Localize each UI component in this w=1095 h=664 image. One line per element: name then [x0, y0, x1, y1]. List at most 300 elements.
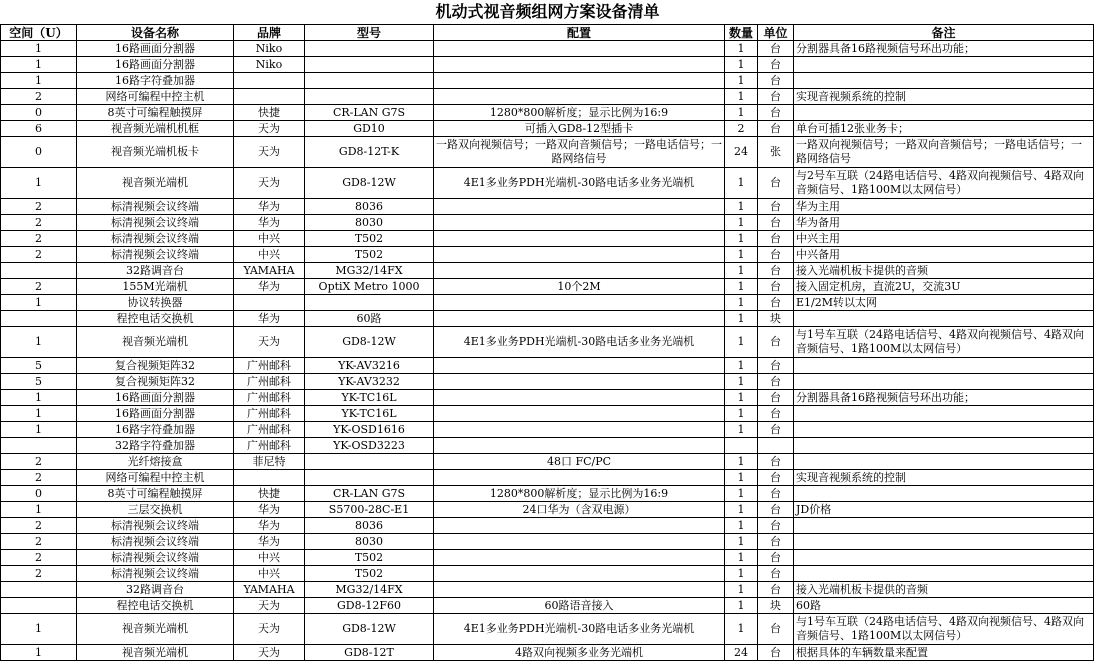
table-cell[interactable]: 1 [725, 502, 758, 518]
table-cell[interactable]: 1 [725, 518, 758, 534]
header-cell: 备注 [794, 25, 1094, 41]
table-cell[interactable]: 标清视频会议终端 [77, 534, 234, 550]
table-cell[interactable]: 天为 [234, 598, 305, 614]
header-row [1, 25, 1094, 41]
table-cell[interactable]: 单台可插12张业务卡； [794, 121, 1094, 137]
table-cell[interactable]: 一路双向视频信号；一路双向音频信号；一路电话信号；一路网络信号 [794, 137, 1094, 168]
table-cell[interactable] [1, 438, 77, 454]
table-cell[interactable]: 2 [1, 470, 77, 486]
table-cell[interactable]: 2 [1, 199, 77, 215]
table-cell[interactable]: 台 [758, 374, 794, 390]
table-cell[interactable] [234, 73, 305, 89]
table-cell[interactable]: 台 [758, 470, 794, 486]
table-cell[interactable]: 台 [758, 279, 794, 295]
table-cell[interactable]: 华为 [234, 534, 305, 550]
table-cell[interactable]: 根据具体的车辆数量来配置 [794, 645, 1094, 661]
table-cell[interactable]: 中兴 [234, 566, 305, 582]
table-cell[interactable]: 16路画面分割器 [77, 41, 234, 57]
table-cell[interactable]: YK-TC16L [305, 390, 434, 406]
table-cell[interactable]: 标清视频会议终端 [77, 199, 234, 215]
table-cell[interactable]: YK-TC16L [305, 406, 434, 422]
table-cell[interactable]: 台 [758, 390, 794, 406]
table-cell[interactable]: 24 [725, 137, 758, 168]
table-cell[interactable] [434, 199, 725, 215]
table-cell[interactable]: 台 [758, 105, 794, 121]
table-cell[interactable]: GD8-12W [305, 614, 434, 645]
table-cell[interactable]: 16路字符叠加器 [77, 73, 234, 89]
table-cell[interactable]: CR-LAN G7S [305, 105, 434, 121]
table-cell[interactable]: 1 [1, 645, 77, 661]
table-cell[interactable]: 与2号车互联（24路电话信号、4路双向视频信号、4路双向音频信号、1路100M以太网信号） [794, 168, 1094, 199]
table-cell[interactable]: 1 [725, 327, 758, 358]
table-cell[interactable] [1, 311, 77, 327]
table-cell[interactable]: 2 [1, 534, 77, 550]
table-cell[interactable]: 1 [1, 73, 77, 89]
table-cell[interactable]: 台 [758, 422, 794, 438]
table-cell[interactable]: 广州邮科 [234, 358, 305, 374]
table-cell[interactable] [305, 57, 434, 73]
table-cell[interactable]: 4E1多业务PDH光端机-30路电话多业务光端机 [434, 168, 725, 199]
table-cell[interactable]: 16路画面分割器 [77, 406, 234, 422]
table-cell[interactable]: 16路画面分割器 [77, 390, 234, 406]
table-cell[interactable] [434, 57, 725, 73]
table-cell[interactable]: 台 [758, 518, 794, 534]
table-cell[interactable]: 台 [758, 502, 794, 518]
table-cell[interactable] [305, 295, 434, 311]
table-cell[interactable] [725, 438, 758, 454]
table-cell[interactable]: 8英寸可编程触摸屏 [77, 486, 234, 502]
table-cell[interactable]: 天为 [234, 168, 305, 199]
table-cell[interactable]: 台 [758, 41, 794, 57]
table-cell[interactable]: 1 [725, 374, 758, 390]
table-cell[interactable]: MG32/14FX [305, 263, 434, 279]
table-cell[interactable]: 1 [725, 231, 758, 247]
table-cell[interactable] [234, 295, 305, 311]
table-cell[interactable] [305, 89, 434, 105]
table-cell[interactable]: 标清视频会议终端 [77, 566, 234, 582]
table-cell[interactable]: 1 [1, 422, 77, 438]
table-cell[interactable]: 1 [725, 358, 758, 374]
table-cell[interactable]: 1280*800解析度；显示比例为16:9 [434, 105, 725, 121]
table-cell[interactable] [434, 566, 725, 582]
table-cell[interactable]: 与1号车互联（24路电话信号、4路双向视频信号、4路双向音频信号、1路100M以太网信号） [794, 614, 1094, 645]
table-cell[interactable] [758, 438, 794, 454]
table-cell[interactable]: 1 [725, 454, 758, 470]
table-cell[interactable]: 中兴 [234, 550, 305, 566]
table-cell[interactable]: 视音频光端机 [77, 614, 234, 645]
table-cell[interactable]: 台 [758, 121, 794, 137]
table-cell[interactable]: CR-LAN G7S [305, 486, 434, 502]
table-cell[interactable]: T502 [305, 550, 434, 566]
table-cell[interactable]: 实现音视频系统的控制 [794, 470, 1094, 486]
table-cell[interactable]: 2 [1, 247, 77, 263]
table-cell[interactable]: 视音频光端机 [77, 168, 234, 199]
table-cell[interactable]: 1 [725, 534, 758, 550]
table-cell[interactable] [434, 247, 725, 263]
table-cell[interactable]: 张 [758, 137, 794, 168]
table-cell[interactable] [794, 406, 1094, 422]
table-cell[interactable] [794, 518, 1094, 534]
table-cell[interactable]: YK-OSD1616 [305, 422, 434, 438]
table-row [1, 406, 1094, 422]
table-cell[interactable] [794, 358, 1094, 374]
table-cell[interactable]: 标清视频会议终端 [77, 518, 234, 534]
table-cell[interactable]: 台 [758, 215, 794, 231]
table-cell[interactable]: 155M光端机 [77, 279, 234, 295]
table-cell[interactable] [794, 454, 1094, 470]
table-cell[interactable]: 6 [1, 121, 77, 137]
table-cell[interactable]: GD8-12W [305, 327, 434, 358]
table-cell[interactable]: 60路 [794, 598, 1094, 614]
table-cell[interactable]: 视音频光端机机框 [77, 121, 234, 137]
table-cell[interactable]: 1 [725, 247, 758, 263]
table-cell[interactable]: 8英寸可编程触摸屏 [77, 105, 234, 121]
table-cell[interactable] [305, 470, 434, 486]
table-cell[interactable] [434, 550, 725, 566]
table-cell[interactable]: 快捷 [234, 486, 305, 502]
table-cell[interactable]: GD8-12W [305, 168, 434, 199]
table-row [1, 598, 1094, 614]
table-cell[interactable]: 天为 [234, 137, 305, 168]
table-cell[interactable]: 2 [1, 215, 77, 231]
table-cell[interactable]: 1 [725, 89, 758, 105]
table-cell[interactable]: 广州邮科 [234, 390, 305, 406]
table-cell[interactable]: 天为 [234, 614, 305, 645]
table-cell[interactable]: 台 [758, 486, 794, 502]
table-cell[interactable]: 中兴备用 [794, 247, 1094, 263]
table-cell[interactable]: 1280*800解析度；显示比例为16:9 [434, 486, 725, 502]
table-cell[interactable]: 4E1多业务PDH光端机-30路电话多业务光端机 [434, 614, 725, 645]
table-cell[interactable]: 广州邮科 [234, 422, 305, 438]
table-cell[interactable]: 华为 [234, 279, 305, 295]
table-cell[interactable]: YK-OSD3223 [305, 438, 434, 454]
table-cell[interactable] [434, 518, 725, 534]
table-cell[interactable]: 台 [758, 295, 794, 311]
table-cell[interactable]: 8036 [305, 199, 434, 215]
table-cell[interactable] [434, 390, 725, 406]
table-cell[interactable]: 1 [725, 550, 758, 566]
table-cell[interactable] [794, 486, 1094, 502]
table-cell[interactable]: 1 [725, 73, 758, 89]
table-cell[interactable]: 1 [725, 168, 758, 199]
table-cell[interactable]: 1 [725, 215, 758, 231]
table-cell[interactable]: 台 [758, 168, 794, 199]
table-cell[interactable]: 4E1多业务PDH光端机-30路电话多业务光端机 [434, 327, 725, 358]
table-cell[interactable] [434, 263, 725, 279]
table-cell[interactable] [305, 41, 434, 57]
table-cell[interactable]: 块 [758, 598, 794, 614]
table-cell[interactable]: Niko [234, 57, 305, 73]
table-cell[interactable]: 菲尼特 [234, 454, 305, 470]
table-cell[interactable]: 1 [725, 279, 758, 295]
table-cell[interactable]: 台 [758, 614, 794, 645]
table-cell[interactable] [794, 566, 1094, 582]
table-cell[interactable]: 接入光端机板卡提供的音频 [794, 263, 1094, 279]
table-row [1, 295, 1094, 311]
table-row [1, 454, 1094, 470]
table-cell[interactable]: 2 [1, 518, 77, 534]
table-cell[interactable] [794, 311, 1094, 327]
table-cell[interactable]: 10个2M [434, 279, 725, 295]
table-cell[interactable]: 2 [1, 566, 77, 582]
table-cell[interactable]: JD价格 [794, 502, 1094, 518]
table-cell[interactable]: 1 [1, 41, 77, 57]
table-cell[interactable]: 1 [1, 168, 77, 199]
table-cell[interactable]: 8030 [305, 215, 434, 231]
table-cell[interactable]: 48口 FC/PC [434, 454, 725, 470]
table-cell[interactable]: 标清视频会议终端 [77, 231, 234, 247]
table-cell[interactable] [794, 374, 1094, 390]
table-cell[interactable]: 台 [758, 263, 794, 279]
table-row [1, 614, 1094, 645]
table-cell[interactable]: 32路调音台 [77, 582, 234, 598]
table-cell[interactable]: T502 [305, 231, 434, 247]
table-row [1, 199, 1094, 215]
table-cell[interactable]: 台 [758, 406, 794, 422]
table-cell[interactable]: 天为 [234, 645, 305, 661]
table-cell[interactable]: MG32/14FX [305, 582, 434, 598]
table-cell[interactable]: 标清视频会议终端 [77, 550, 234, 566]
equipment-table [0, 24, 1094, 661]
table-cell[interactable]: 协议转换器 [77, 295, 234, 311]
table-cell[interactable] [794, 73, 1094, 89]
table-cell[interactable] [434, 438, 725, 454]
table-cell[interactable]: 分割器具备16路视频信号环出功能； [794, 390, 1094, 406]
table-cell[interactable]: 台 [758, 566, 794, 582]
table-cell[interactable]: 1 [725, 470, 758, 486]
table-cell[interactable]: YAMAHA [234, 582, 305, 598]
table-cell[interactable]: 2 [1, 89, 77, 105]
table-cell[interactable]: YAMAHA [234, 263, 305, 279]
table-cell[interactable] [1, 598, 77, 614]
table-cell[interactable]: 1 [1, 614, 77, 645]
table-cell[interactable]: 1 [725, 566, 758, 582]
table-cell[interactable]: 接入光端机板卡提供的音频 [794, 582, 1094, 598]
table-cell[interactable]: 可插入GD8-12型插卡 [434, 121, 725, 137]
table-cell[interactable]: 中兴主用 [794, 231, 1094, 247]
table-cell[interactable]: 台 [758, 358, 794, 374]
table-cell[interactable]: 标清视频会议终端 [77, 247, 234, 263]
table-row [1, 137, 1094, 168]
table-cell[interactable] [794, 550, 1094, 566]
table-cell[interactable]: 1 [1, 295, 77, 311]
table-cell[interactable] [434, 231, 725, 247]
table-cell[interactable]: 广州邮科 [234, 406, 305, 422]
table-cell[interactable]: 1 [725, 199, 758, 215]
table-cell[interactable]: 1 [725, 614, 758, 645]
table-row [1, 486, 1094, 502]
table-cell[interactable] [434, 422, 725, 438]
table-cell[interactable]: 5 [1, 358, 77, 374]
table-cell[interactable]: S5700-28C-E1 [305, 502, 434, 518]
table-cell[interactable]: 1 [1, 390, 77, 406]
table-cell[interactable]: 8036 [305, 518, 434, 534]
table-cell[interactable]: 三层交换机 [77, 502, 234, 518]
table-cell[interactable]: 1 [725, 263, 758, 279]
table-cell[interactable]: 1 [725, 486, 758, 502]
table-cell[interactable] [434, 89, 725, 105]
table-cell[interactable]: 华为备用 [794, 215, 1094, 231]
table-cell[interactable]: 台 [758, 73, 794, 89]
table-cell[interactable]: 0 [1, 486, 77, 502]
table-cell[interactable]: 16路字符叠加器 [77, 422, 234, 438]
table-cell[interactable] [434, 406, 725, 422]
table-cell[interactable]: 24口华为（含双电源） [434, 502, 725, 518]
table-cell[interactable]: 华为 [234, 199, 305, 215]
table-cell[interactable]: 广州邮科 [234, 438, 305, 454]
table-cell[interactable]: 标清视频会议终端 [77, 215, 234, 231]
table-row [1, 89, 1094, 105]
table-cell[interactable]: 32路字符叠加器 [77, 438, 234, 454]
table-cell[interactable]: GD8-12T-K [305, 137, 434, 168]
table-row [1, 358, 1094, 374]
table-cell[interactable] [234, 470, 305, 486]
table-cell[interactable]: GD8-12T [305, 645, 434, 661]
table-cell[interactable]: 快捷 [234, 105, 305, 121]
table-cell[interactable]: 2 [1, 550, 77, 566]
table-cell[interactable]: 台 [758, 247, 794, 263]
table-cell[interactable]: 1 [725, 390, 758, 406]
table-cell[interactable]: YK-AV3216 [305, 358, 434, 374]
table-cell[interactable]: 1 [725, 41, 758, 57]
table-cell[interactable]: 台 [758, 454, 794, 470]
table-cell[interactable]: 1 [725, 406, 758, 422]
table-cell[interactable]: 复合视频矩阵32 [77, 374, 234, 390]
table-cell[interactable]: 1 [1, 406, 77, 422]
table-cell[interactable]: T502 [305, 247, 434, 263]
table-cell[interactable]: 60路语音接入 [434, 598, 725, 614]
table-cell[interactable]: Niko [234, 41, 305, 57]
table-cell[interactable]: 0 [1, 137, 77, 168]
table-cell[interactable]: 台 [758, 327, 794, 358]
table-cell[interactable]: 台 [758, 582, 794, 598]
header-cell: 数量 [725, 25, 758, 41]
table-cell[interactable]: 视音频光端机板卡 [77, 137, 234, 168]
table-cell[interactable]: 1 [725, 105, 758, 121]
table-cell[interactable]: E1/2M转以太网 [794, 295, 1094, 311]
table-cell[interactable] [234, 89, 305, 105]
header-cell: 单位 [758, 25, 794, 41]
table-cell[interactable]: 台 [758, 89, 794, 105]
header-cell: 空间（U） [1, 25, 77, 41]
table-cell[interactable] [434, 215, 725, 231]
table-cell[interactable]: 24 [725, 645, 758, 661]
table-cell[interactable]: 台 [758, 231, 794, 247]
table-cell[interactable] [434, 73, 725, 89]
table-cell[interactable]: 视音频光端机 [77, 645, 234, 661]
table-cell[interactable] [794, 534, 1094, 550]
table-cell[interactable]: 1 [725, 422, 758, 438]
table-cell[interactable]: 1 [725, 311, 758, 327]
table-cell[interactable]: 32路调音台 [77, 263, 234, 279]
table-cell[interactable] [434, 582, 725, 598]
table-cell[interactable]: 5 [1, 374, 77, 390]
table-cell[interactable]: GD10 [305, 121, 434, 137]
table-row [1, 231, 1094, 247]
table-cell[interactable]: 华为 [234, 518, 305, 534]
table-cell[interactable] [1, 582, 77, 598]
table-cell[interactable]: 网络可编程中控主机 [77, 89, 234, 105]
table-row [1, 470, 1094, 486]
table-cell[interactable]: 2 [1, 454, 77, 470]
table-cell[interactable]: 程控电话交换机 [77, 598, 234, 614]
table-cell[interactable]: 分割器具备16路视频信号环出功能； [794, 41, 1094, 57]
table-cell[interactable] [434, 534, 725, 550]
table-cell[interactable]: 华为 [234, 311, 305, 327]
table-cell[interactable] [794, 422, 1094, 438]
table-cell[interactable]: 2 [1, 279, 77, 295]
table-cell[interactable] [794, 57, 1094, 73]
table-cell[interactable]: 广州邮科 [234, 374, 305, 390]
table-cell[interactable] [305, 454, 434, 470]
table-cell[interactable] [434, 374, 725, 390]
table-cell[interactable]: GD8-12F60 [305, 598, 434, 614]
table-cell[interactable]: 华为主用 [794, 199, 1094, 215]
table-cell[interactable] [794, 105, 1094, 121]
table-cell[interactable] [794, 438, 1094, 454]
table-cell[interactable] [434, 470, 725, 486]
table-cell[interactable]: 1 [1, 502, 77, 518]
table-row [1, 73, 1094, 89]
table-cell[interactable]: 2 [725, 121, 758, 137]
table-cell[interactable]: 实现音视频系统的控制 [794, 89, 1094, 105]
table-cell[interactable]: T502 [305, 566, 434, 582]
table-cell[interactable]: 台 [758, 57, 794, 73]
table-cell[interactable] [434, 311, 725, 327]
table-cell[interactable] [434, 358, 725, 374]
table-cell[interactable]: 光纤熔接盒 [77, 454, 234, 470]
table-cell[interactable]: 天为 [234, 327, 305, 358]
table-cell[interactable]: 块 [758, 311, 794, 327]
table-cell[interactable]: 台 [758, 199, 794, 215]
table-cell[interactable] [1, 263, 77, 279]
table-cell[interactable]: 程控电话交换机 [77, 311, 234, 327]
table-cell[interactable]: 网络可编程中控主机 [77, 470, 234, 486]
table-cell[interactable]: YK-AV3232 [305, 374, 434, 390]
table-cell[interactable]: 华为 [234, 215, 305, 231]
table-cell[interactable]: 中兴 [234, 247, 305, 263]
table-cell[interactable]: OptiX Metro 1000 [305, 279, 434, 295]
table-cell[interactable]: 1 [725, 598, 758, 614]
table-cell[interactable]: 0 [1, 105, 77, 121]
table-cell[interactable]: 8030 [305, 534, 434, 550]
table-cell[interactable] [434, 295, 725, 311]
table-cell[interactable]: 一路双向视频信号；一路双向音频信号；一路电话信号；一路网络信号 [434, 137, 725, 168]
table-cell[interactable]: 1 [1, 327, 77, 358]
table-cell[interactable]: 接入固定机房，直流2U，交流3U [794, 279, 1094, 295]
table-cell[interactable] [434, 41, 725, 57]
table-cell[interactable]: 2 [1, 231, 77, 247]
table-cell[interactable]: 60路 [305, 311, 434, 327]
table-cell[interactable]: 1 [1, 57, 77, 73]
table-cell[interactable]: 天为 [234, 121, 305, 137]
table-cell[interactable]: 台 [758, 534, 794, 550]
table-cell[interactable]: 与1号车互联（24路电话信号、4路双向视频信号、4路双向音频信号、1路100M以太网信号） [794, 327, 1094, 358]
table-cell[interactable]: 视音频光端机 [77, 327, 234, 358]
table-cell[interactable]: 华为 [234, 502, 305, 518]
table-cell[interactable]: 复合视频矩阵32 [77, 358, 234, 374]
table-cell[interactable]: 1 [725, 582, 758, 598]
table-cell[interactable]: 1 [725, 57, 758, 73]
table-cell[interactable]: 台 [758, 645, 794, 661]
table-cell[interactable]: 台 [758, 550, 794, 566]
table-cell[interactable]: 16路画面分割器 [77, 57, 234, 73]
table-cell[interactable]: 1 [725, 295, 758, 311]
table-row [1, 534, 1094, 550]
table-cell[interactable] [305, 73, 434, 89]
table-cell[interactable]: 4路双向视频多业务光端机 [434, 645, 725, 661]
table-cell[interactable]: 中兴 [234, 231, 305, 247]
